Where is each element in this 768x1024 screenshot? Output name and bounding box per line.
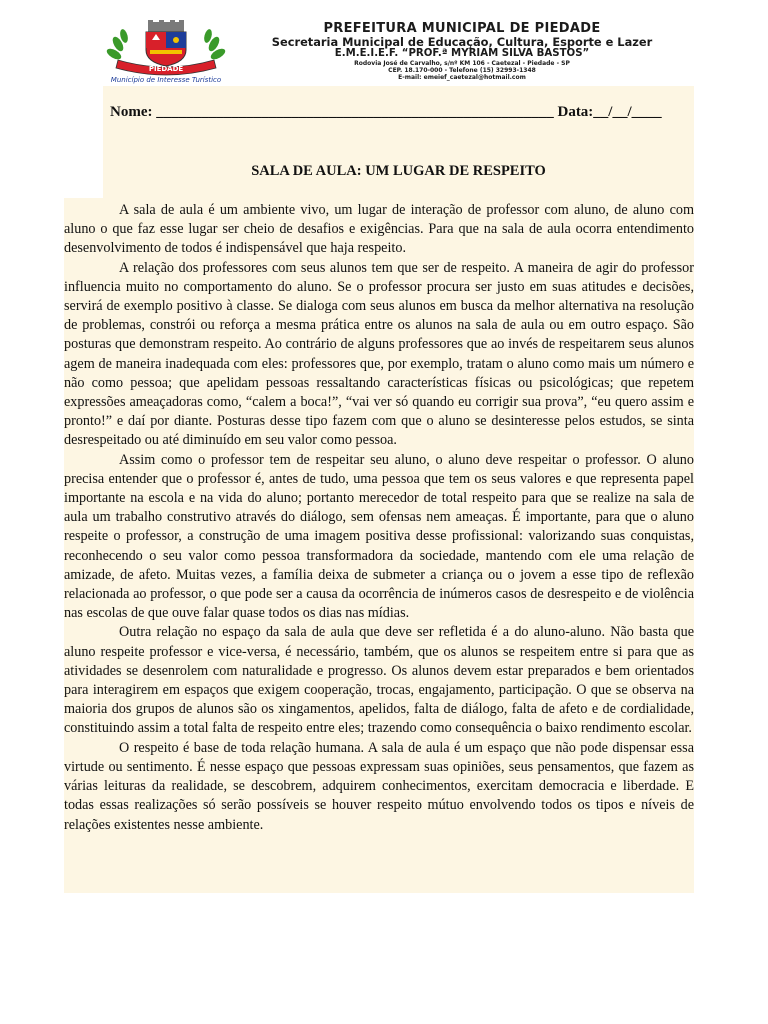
letterhead-prefeitura: PREFEITURA MUNICIPAL DE PIEDADE <box>323 21 601 36</box>
shield-icon <box>146 32 186 66</box>
letterhead-secretaria: Secretaria Municipal de Educação, Cultura, Esporte e Lazer <box>271 35 653 49</box>
logo-ribbon-text: PIEDADE <box>148 65 184 73</box>
paragraph: Outra relação no espaço da sala de aula que deve ser refletida é a do aluno-aluno. Não basta que aluno respeite professor e vice-versa, é necessário, também, que os alunos se respeitem entre si para que as atividades se desenrolem com naturalidade e progresso. Os alunos devem estar preparados e bem orientados para interagirem em espaços que exigem cooperação, trocas, engajamento, participação. O que se observa na maioria dos grupos de alunos são os xingamentos, apelidos, falta de diálogo, falta de afeto e de cordialidade, constituindo assim a total falta de respeito entre eles; trazendo como consequência o baixo rendimento escolar. <box>64 624 694 737</box>
logo-subtitle: Município de Interesse Turístico <box>110 76 222 84</box>
paragraph: A sala de aula é um ambiente vivo, um lugar de interação de professor com aluno, de aluno com aluno o que faz esse lugar ser cheio de desafios e exigências. Para que na sala de aula ocorra entendimento desenvolvimento de todos é indispensável que haja respeito. <box>64 202 694 257</box>
letterhead-school-name: E.M.E.I.E.F. “PROF.ª MYRIAM SILVA BASTOS” <box>334 48 590 59</box>
document-body <box>64 201 694 835</box>
letterhead-cep-phone: CEP. 18.170-000 - Telefone (15) 32993-1348 <box>388 67 536 74</box>
letterhead-email: E-mail: emeief_caetezal@hotmail.com <box>398 74 526 81</box>
paragraph: A relação dos professores com seus alunos tem que ser de respeito. A maneira de agir do professor influencia muito no comportamento do aluno. Se o professor procura ser justo em suas atitudes e decisões, servirá de exemplo positivo à classe. Se dialoga com seus alunos em busca da melhor alternativa na resolução de problemas, constrói ou reforça a mesma prática entre os alunos na sala de aula ou em outro espaço. São posturas que demonstram respeito. Ao contrário de alguns professores que ao invés de respeitarem seus alunos agem de maneira inadequada com eles: professores que, por exemplo, tratam o aluno como mais um número e não como pessoa; que apelidam pessoas ressaltando características físicas ou psicológicas; que repetem expressões ameaçadoras como, “calem a boca!”, “vai ver só quando eu corrigir sua prova”, “eu quero assim e pronto!” e daí por diante. Posturas desse tipo fazem com que o aluno se desinteresse pelos estudos, se sinta desrespeitado ou até diminuído em seu valor como pessoa. <box>64 259 694 449</box>
crown-icon <box>148 20 184 32</box>
paragraph: O respeito é base de toda relação humana. A sala de aula é um espaço que não pode dispensar essa virtude ou sentimento. É nesse espaço que pessoas expressam suas opiniões, seus pensamentos, que fazem as várias leituras da realidade, se descobrem, adquirem conhecimentos, exercitam democracia e liberdade. E todas essas realizações só serão possíveis se houver respeito mútuo envolvendo todos os tipos e níveis de relações existentes nesse ambiente. <box>64 739 694 833</box>
name-date-line: Nome: _____________________________________________________ Data:__/__/____ <box>110 104 662 120</box>
worksheet-header-background <box>103 86 694 198</box>
municipal-coat-of-arms-logo <box>104 20 228 84</box>
document-title: SALA DE AULA: UM LUGAR DE RESPEITO <box>251 163 546 179</box>
letterhead <box>262 22 662 81</box>
paragraph: Assim como o professor tem de respeitar seu aluno, o aluno deve respeitar o professor. O aluno precisa entender que o professor é, antes de tudo, uma pessoa que tem os seus valores e que representa papel importante na escola e na vida do aluno; portanto merecedor de total respeito para que se realize na sala de aula um trabalho construtivo através do diálogo, sem ofensas nem ameaças. É importante, para que o aluno respeite o professor, a construção de uma imagem positiva desse profissional: valorizando suas conquistas, reconhecendo o seu valor como pessoa transformadora da sociedade, mantendo com ele uma relação de amizade, de afeto. Muitas vezes, a família deixa de submeter a criança ou o jovem a esse tipo de reflexão relacionada ao professor, o que pode ser a causa da ocorrência de inúmeros casos de desrespeito e de violência nas escolas de que ouve falar quase todos os dias nas mídias. <box>64 451 694 622</box>
letterhead-address: Rodovia José de Carvalho, s/nº KM 106 - Caetezal - Piedade - SP <box>354 60 570 67</box>
